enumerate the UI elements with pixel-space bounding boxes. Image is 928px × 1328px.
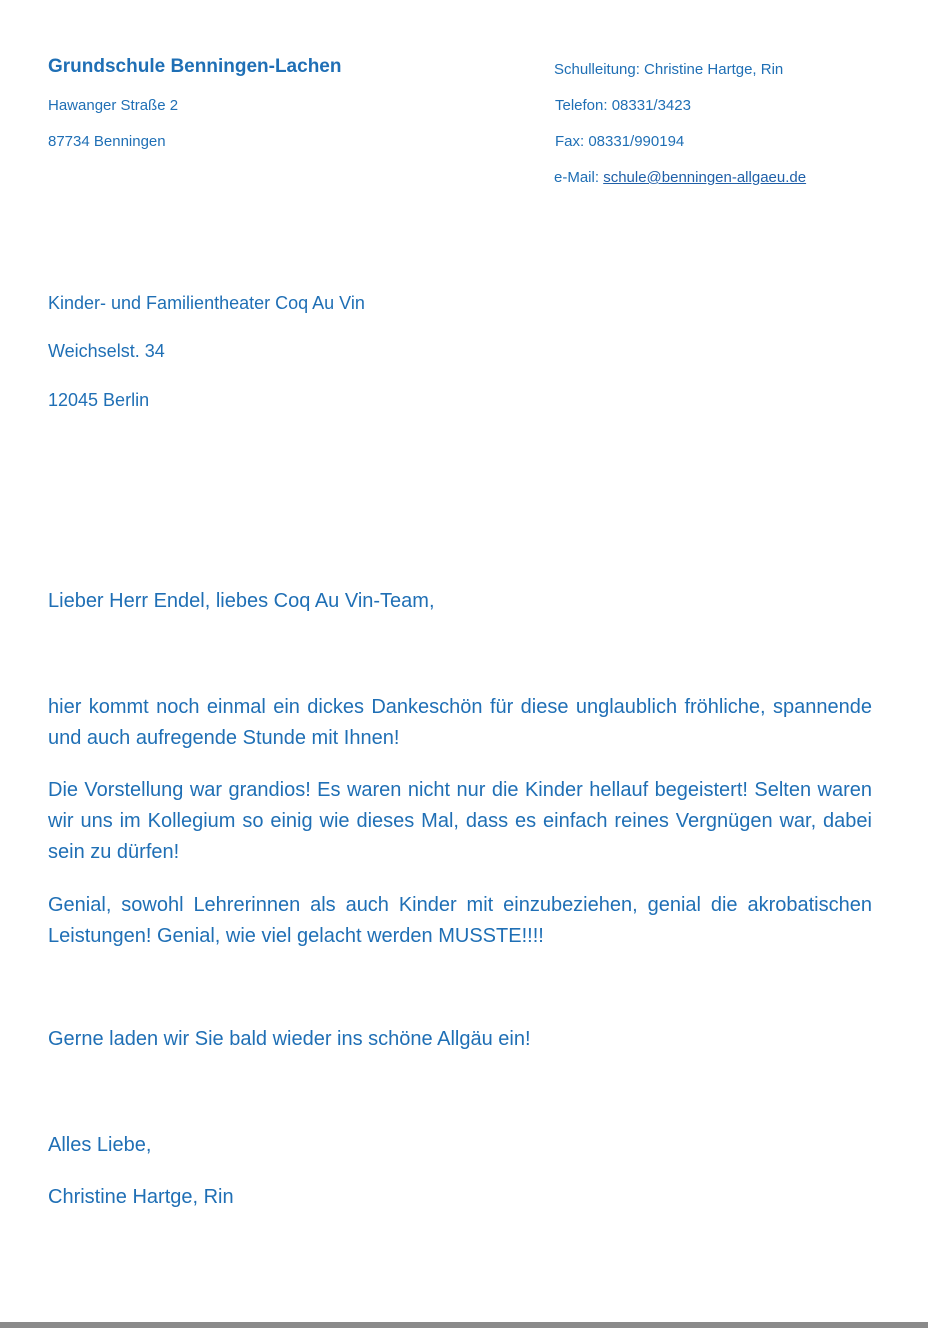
email-link[interactable]: schule@benningen-allgaeu.de bbox=[603, 169, 807, 186]
school-name: Grundschule Benningen-Lachen bbox=[48, 56, 342, 77]
letter-paragraph-3: Genial, sowohl Lehrerinnen als auch Kinder mit einzubeziehen, genial die akrobatischen Leistungen! Genial, wie viel gelacht werden MUSSTE!!!! bbox=[48, 894, 872, 947]
closing: Alles Liebe, bbox=[48, 1134, 152, 1156]
email-label: e-Mail: bbox=[554, 169, 604, 186]
sender-street: Hawanger Straße 2 bbox=[48, 97, 179, 114]
email-line bbox=[554, 169, 806, 186]
recipient-city: 12045 Berlin bbox=[48, 390, 150, 410]
page-bottom-edge bbox=[0, 1322, 928, 1328]
salutation: Lieber Herr Endel, liebes Coq Au Vin-Team, bbox=[48, 590, 435, 612]
signature: Christine Hartge, Rin bbox=[48, 1186, 234, 1208]
fax-number: Fax: 08331/990194 bbox=[555, 133, 685, 150]
letter-paragraph-2: Die Vorstellung war grandios! Es waren nicht nur die Kinder hellauf begeistert! Selten waren wir uns im Kollegium so einig wie dieses Mal, dass es einfach reines Vergnügen war, dabei sein zu dürfen! bbox=[48, 779, 872, 863]
recipient-name: Kinder- und Familientheater Coq Au Vin bbox=[48, 293, 365, 313]
school-head: Schulleitung: Christine Hartge, Rin bbox=[554, 61, 784, 78]
phone-number: Telefon: 08331/3423 bbox=[555, 97, 691, 114]
sender-city: 87734 Benningen bbox=[48, 133, 166, 150]
letter-paragraph-1: hier kommt noch einmal ein dickes Dankeschön für diese unglaublich fröhliche, spannende und auch aufregende Stunde mit Ihnen! bbox=[48, 696, 872, 749]
letter-paragraph-4: Gerne laden wir Sie bald wieder ins schöne Allgäu ein! bbox=[48, 1028, 531, 1050]
recipient-street: Weichselst. 34 bbox=[48, 341, 165, 361]
